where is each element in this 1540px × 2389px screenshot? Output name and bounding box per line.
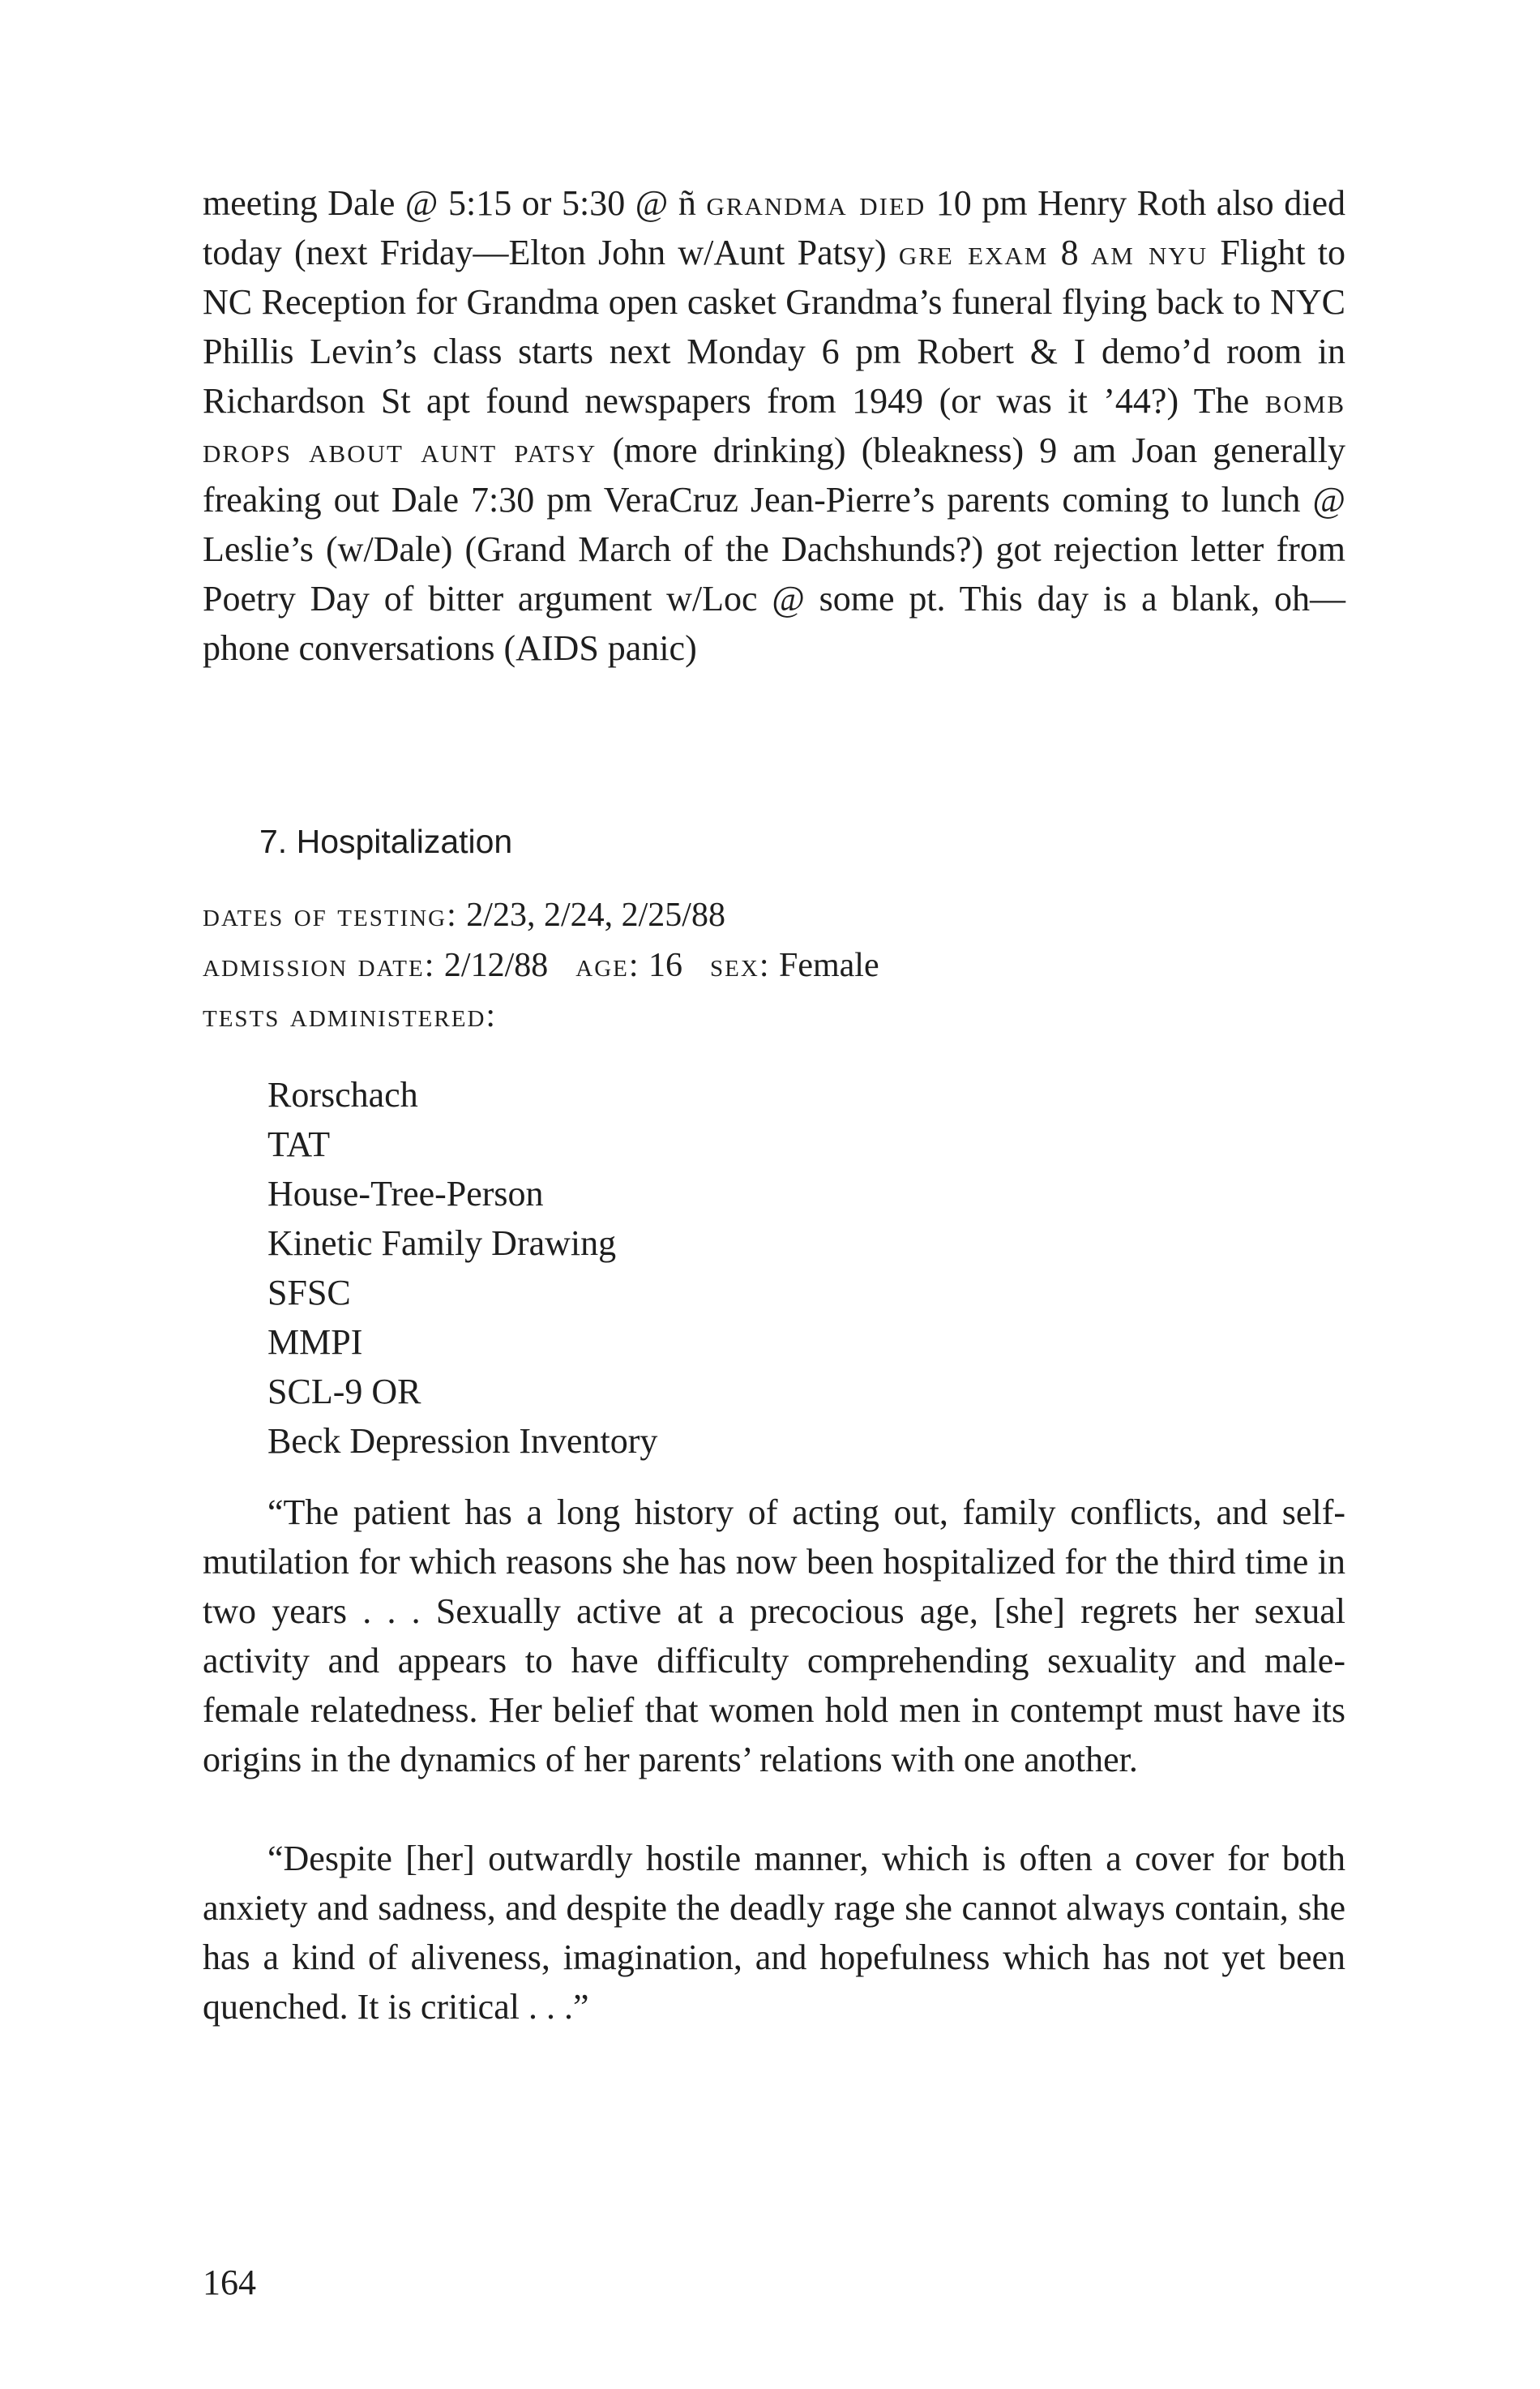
tests-administered-line [203,996,1337,1035]
diary-smallcaps-am-nyu: am nyu [1090,233,1208,272]
diary-text-2: 10 pm Henry Roth also died today (next Friday—Elton John w/Aunt Patsy) [203,183,1346,272]
test-item: SFSC [267,1273,351,1312]
diary-text-3: 8 [1048,233,1091,272]
diary-smallcaps-gre-exam: gre exam [898,233,1049,272]
admission-line [203,946,1337,985]
quote-paragraph: “Despite [her] outwardly hostile manner, which is often a cover for both anxiety and sadness, and despite the deadly rage she cannot always contain, she has a kind of aliveness, imagination, and hopefulness which has not yet been quenched. It is critical . . .” [203,1839,1345,2027]
test-item: Beck Depression Inventory [267,1421,658,1461]
dates-of-testing-label: dates of testing: [203,897,458,934]
dates-of-testing-value: 2/23, 2/24, 2/25/88 [466,897,725,934]
test-item: Rorschach [267,1075,418,1115]
age-value: 16 [648,947,683,984]
tests-administered-label: tests administered: [203,997,498,1034]
dates-of-testing-line [203,896,1337,935]
test-item: MMPI [267,1322,363,1362]
diary-text-1: meeting Dale @ 5:15 or 5:30 @ ñ [203,183,707,223]
test-item: House-Tree-Person [267,1174,544,1214]
test-item: Kinetic Family Drawing [267,1223,617,1263]
admission-date-value: 2/12/88 [443,947,549,984]
section-heading: 7. Hospitalization [259,823,513,860]
age-label: age: [575,947,640,984]
tests-list [267,1070,657,1466]
admission-date-label: admission date: [203,947,436,984]
quote-paragraph: “The patient has a long history of acting out, family conflicts, and self-mutilation for which reasons she has now been hospitalized for the third time in two years . . . Sexually active at a precocious age, [she] regrets her sexual activity and appears to have difficulty comprehending sexuality and male-female relatedness. Her belief that women hold men in contempt must have its origins in the dynamics of her parents’ relations with one another. [203,1492,1345,1779]
diary-paragraph [203,178,1345,673]
test-item: TAT [267,1124,331,1164]
diary-smallcaps-bomb-drops: bomb drops about aunt patsy [203,381,1345,470]
sex-value: Female [779,947,879,984]
sex-label: sex: [710,947,771,984]
diary-smallcaps-grandma-died: grandma died [706,183,926,223]
diary-text-5: (more drinking) (bleakness) 9 am Joan generally freaking out Dale 7:30 pm VeraCruz Jean-Pierre’s parents coming to lunch @ Leslie’s (w/Dale) (Grand March of the Dachshunds?) got rejection letter from Poetry Day of bitter argument w/Loc @ some pt. This day is a blank, oh—phone conversations (AIDS panic) [203,430,1345,668]
diary-text-4: Flight to NC Reception for Grandma open casket Grandma’s funeral flying back to NYC Phillis Levin’s class starts next Monday 6 pm Robert & I demo’d room in Richardson St apt found newspapers from 1949 (or was it ’44?) The [203,233,1345,421]
test-item: SCL-9 OR [267,1372,421,1411]
page-number: 164 [203,2263,256,2302]
